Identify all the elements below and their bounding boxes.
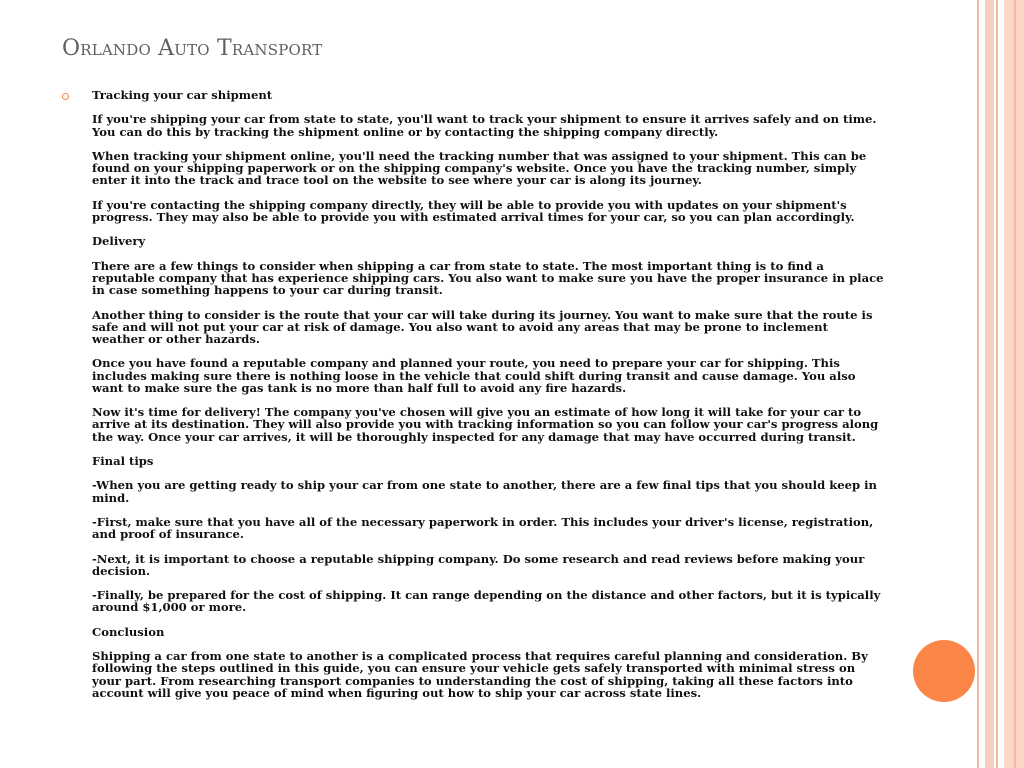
tip-item: -Finally, be prepared for the cost of shipping. It can range depending on the distance and other factors, but it is typically around $1,000 or more.	[92, 588, 881, 615]
body-paragraph: Shipping a car from one state to another is a complicated process that requires careful planning and consideration. By following the steps outlined in this guide, you can ensure your vehicle gets safely transported with minimal stress on your part. From researching transport companies to understanding the cost of shipping, taking all these factors into account will give you peace of mind when figuring out how to ship your car across state lines.	[92, 649, 868, 700]
decorative-stripe	[1014, 0, 1016, 768]
section-heading-delivery: Delivery	[92, 234, 146, 249]
bullet-heading: Tracking your car shipment	[92, 88, 273, 102]
slide-title: Orlando Auto Transport	[62, 36, 323, 61]
decorative-circle	[913, 640, 975, 702]
section-heading-final-tips: Final tips	[92, 453, 154, 468]
body-paragraph: When tracking your shipment online, you'll need the tracking number that was assigned to your shipment. This can be found on your shipping paperwork or on the shipping company's website. Once you have the tracking number, simply enter it into the track and trace tool on the website to see where your car is along its journey.	[92, 148, 867, 188]
body-paragraph: Once you have found a reputable company and planned your route, you need to prepare your car for shipping. This includes making sure there is nothing loose in the vehicle that could shift during transit and cause damage. You also want to make sure the gas tank is no more than half full to avoid any fire hazards.	[92, 356, 856, 395]
tip-item: -When you are getting ready to ship your car from one state to another, there are a few final tips that you should keep in mind.	[92, 478, 877, 505]
body-paragraph: If you're shipping your car from state to state, you'll want to track your shipment to ensure it arrives safely and on time. You can do this by tracking the shipment online or by contacting the shipping company directly.	[92, 112, 877, 139]
section-heading-conclusion: Conclusion	[92, 624, 165, 639]
bullet-icon	[62, 93, 69, 100]
body-paragraph: Another thing to consider is the route that your car will take during its journey. You want to make sure that the route is safe and will not put your car at risk of damage. You also want to avoid any areas that may be prone to inclement weather or other hazards.	[92, 307, 873, 346]
decorative-stripe	[985, 0, 994, 768]
decorative-stripe	[996, 0, 998, 768]
tip-item: -First, make sure that you have all of the necessary paperwork in order. This includes your driver's license, registration, and proof of insurance.	[92, 514, 874, 542]
body-paragraph: Now it's time for delivery! The company you've chosen will give you an estimate of how long it will take for your car to arrive at its destination. They will also provide you with tracking information so you can follow your car's progress along the way. Once your car arrives, it will be thoroughly inspected for any damage that may have occurred during transit.	[92, 405, 879, 444]
body-paragraph: There are a few things to consider when shipping a car from state to state. The most important thing is to find a reputable company that has experience shipping cars. You also want to make sure you have the proper insurance in place in case something happens to your car during transit.	[92, 258, 884, 298]
body-paragraph: If you're contacting the shipping company directly, they will be able to provide you with updates on your shipment's progress. They may also be able to provide you with estimated arrival times for your car, so you can plan accordingly.	[92, 197, 855, 224]
tip-item: -Next, it is important to choose a reputable shipping company. Do some research and read reviews before making your decision.	[92, 551, 865, 578]
decorative-stripe	[977, 0, 979, 768]
slide-body	[92, 89, 884, 711]
